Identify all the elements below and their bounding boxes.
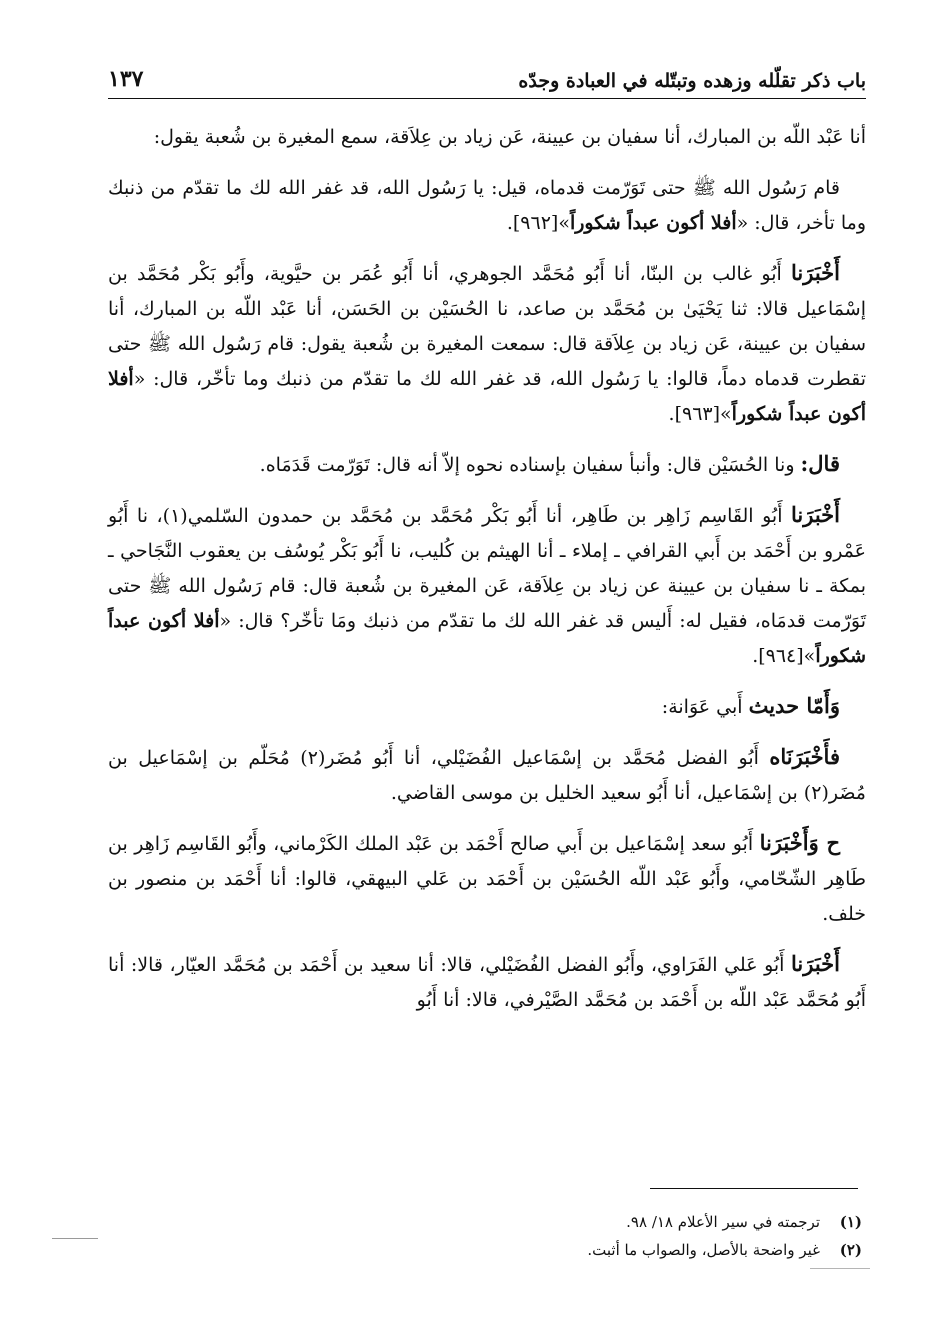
footnote-number: (٢) xyxy=(839,1241,862,1259)
paragraph-lead: قال: xyxy=(800,451,840,476)
paragraph-text: أنا عَبْد اللّه بن المبارك، أنا سفيان بن عيينة، عَن زياد بن عِلاَقة، سمع المغيرة بن شُعبة يقول: xyxy=(153,126,866,148)
running-head: باب ذكر تقلّله وزهده وتبتّله في العبادة وجدّه xyxy=(518,70,866,92)
paragraph-tail: »[٩٦٢]. xyxy=(506,212,570,234)
paragraph-text: ونا الحُسَيْن قال: وأنبأ سفيان بإسناده نحوه إلاّ أنه قال: تَوَرّمت قَدَمَاه. xyxy=(259,454,801,476)
paragraph-text: أَبُو عَلي الفَرَاوي، وأَبُو الفضل الفُضَيْلي، قالا: أنا سعيد بن أَحْمَد بن مُحَمَّد العيّار، قالا: أنا أَبُو مُحَمَّد عَبْد اللّه بن أَحْمَد بن مُحَمَّد الصَّيْرفي، قالا: أنا أَبُو xyxy=(108,954,866,1011)
footnote-text: ترجمته في سير الأعلام ١٨/ ٩٨. xyxy=(626,1213,820,1231)
paragraph-text: أَبُو الفضل مُحَمَّد بن إسْمَاعيل الفُضَيْلي، أنا أَبُو مُضَر(٢) مُحَلّم بن إسْمَاعيل بن مُضَر(٢) بن إسْمَاعيل، أنا أَبُو سعيد الخليل بن موسى القاضي. xyxy=(108,747,866,804)
scan-mark xyxy=(810,1268,870,1269)
paragraph-text: أَبُو غالب بن البنّا، أنا أَبُو مُحَمَّد الجوهري، أنا أَبُو عُمَر بن حيَّوية، وأَبُو بَكْر مُحَمَّد بن إسْمَاعيل قالا: ثنا يَحْيَىٰ بن مُحَمَّد بن صاعد، نا الحُسَيْن بن الحَسَن، أنا عَبْد اللّه بن المبارك، أنا سفيان بن عيينة، عَن زياد بن عِلاَقة قال: سمعت المغيرة بن شُعبة يقول: قام رَسُول الله ﷺ حتى تقطرت قدماه دماً، قالوا: يا رَسُول الله، قد غفر الله لك ما تقدّم من ذنبك وما تأخّر، قال: « xyxy=(108,263,866,390)
paragraph-lead: أَخْبَرَنا xyxy=(791,951,840,976)
paragraph-tail: »[٩٦٤]. xyxy=(752,645,816,667)
footnote-2 xyxy=(108,1236,862,1264)
paragraph-lead: وَأَمّا حديث xyxy=(748,693,840,718)
paragraph-4 xyxy=(108,446,866,483)
footnote-number: (١) xyxy=(839,1213,862,1231)
paragraph-9 xyxy=(108,946,866,1018)
hadith-quote: أفلا أكون عبداً شكوراً xyxy=(569,212,737,234)
paragraph-lead: فأَخْبَرَنَاه xyxy=(769,744,840,769)
page-header xyxy=(108,44,866,92)
paragraph-text: أَبُو القَاسِم زَاهِر بن طَاهِر، أنا أَبُو بَكْر مُحَمَّد بن مُحَمَّد بن حمدون السّلمي(١)، نا أَبُو عَمْرو بن أَحْمَد بن أَبي القرافي ـ إملاء ـ أنا الهيثم بن كُليب، نا أَبُو بَكْر يُوسُف بن يعقوب النَّجَاحي ـ بمكة ـ نا سفيان بن عيينة عن زياد بن عِلاَقة، عَن المغيرة بن شُعبة قال: قام رَسُول الله ﷺ حتى تَوَرّمت قدمَاه، فقيل له: أَليس قد غفر الله لك ما تقدّم من ذنبك ومَا تأخّر؟ قال: « xyxy=(108,505,867,632)
paragraph-lead: أَخْبَرَنا xyxy=(791,260,840,285)
paragraph-3 xyxy=(108,255,866,432)
paragraph-text: أَبُو سعد إسْمَاعيل بن أَبي صالح أَحْمَد بن عَبْد الملك الكَرْماني، وأَبُو القَاسِم زَاهِر بن طَاهِر الشّحّامي، وأَبُو عَبْد اللّه الحُسَيْن بن أَحْمَد بن عَلي البيهقي، قالوا: أنا أَحْمَد بن منصور بن خلف. xyxy=(108,833,866,925)
paragraph-lead: أَخْبَرَنا xyxy=(791,502,840,527)
header-rule xyxy=(108,98,866,99)
page-number: ١٣٧ xyxy=(108,66,144,92)
paragraph-tail: »[٩٦٣]. xyxy=(668,403,732,425)
paragraph-2 xyxy=(108,169,866,241)
paragraph-8 xyxy=(108,825,866,932)
paragraph-lead: ح وَأَخْبَرَنا xyxy=(759,830,841,855)
hadith-quote: أفلا أكون عبداً شكوراً xyxy=(108,610,866,667)
paragraph-text: أَبي عَوَانة: xyxy=(661,696,749,718)
hadith-quote: أفلا أكون عبداً شكوراً xyxy=(108,368,866,425)
footnote-1 xyxy=(108,1208,862,1236)
paragraph-text: قام رَسُول الله ﷺ حتى تَوَرّمت قدماه، قيل: يا رَسُول الله، قد غفر الله لك ما تقدّم من ذنبك وما تأخر، قال: « xyxy=(108,177,866,234)
paragraph-1 xyxy=(108,118,866,155)
body-text xyxy=(108,118,866,1032)
scan-mark xyxy=(52,1238,98,1239)
paragraph-7 xyxy=(108,739,866,811)
paragraph-6 xyxy=(108,688,866,725)
paragraph-5 xyxy=(108,497,866,674)
footnotes xyxy=(108,1208,862,1264)
footnote-rule xyxy=(650,1188,858,1189)
footnote-text: غير واضحة بالأصل، والصواب ما أثبت. xyxy=(587,1241,820,1259)
